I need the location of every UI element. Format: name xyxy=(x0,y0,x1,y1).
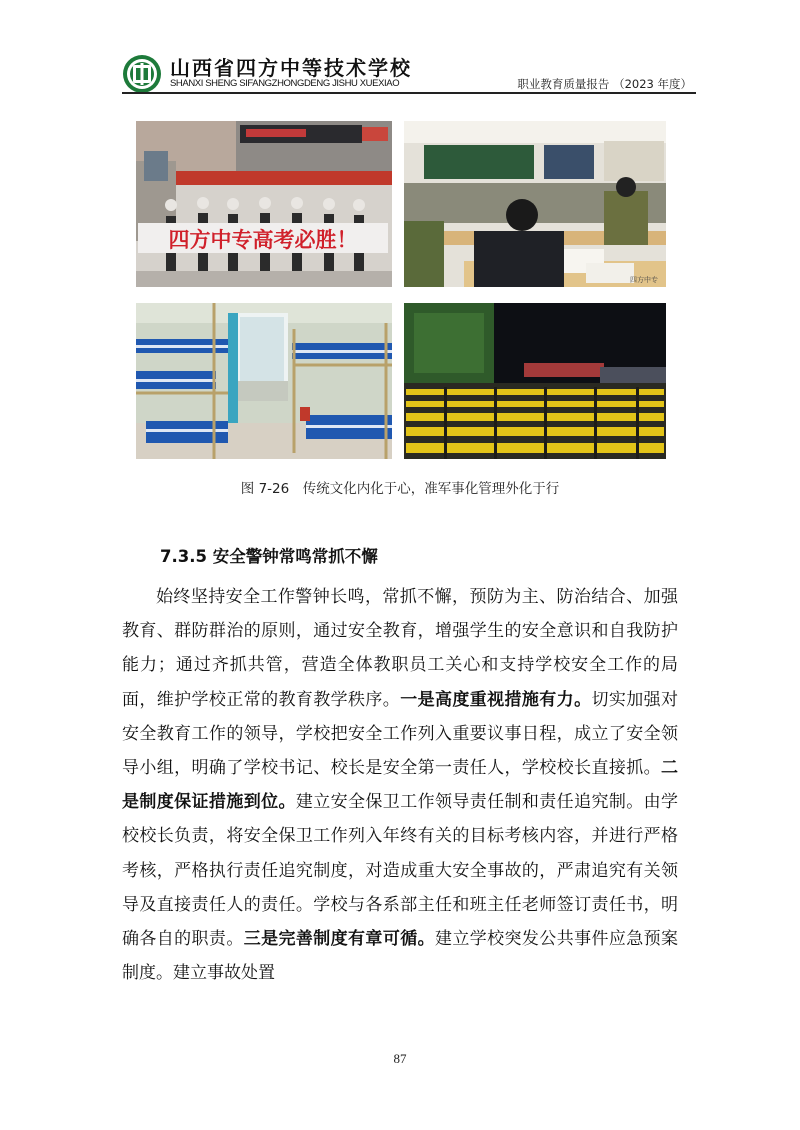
page-number: 87 xyxy=(393,1051,407,1066)
report-title: 职业教育质量报告 （2023 年度） xyxy=(517,77,692,91)
text-run: 建立学校突发公共事件应急预案制度。建立事故处置 xyxy=(122,929,679,984)
bold-point-3: 三是完善制度有章可循。 xyxy=(243,929,435,950)
text-run: 建立安全保卫工作领导责任制和责任追究制。由学校校长负责，将安全保卫工作列入年终有关的目标考核内容，并进行严格考核，严格执行责任追究制度，对造成重大安全事故的，严肃追究有关领导及直接责任人的责任。学校与各系部主任和班主任老师签订责任书，明确各自的职责。 xyxy=(122,792,679,950)
school-name-cn: 山西省四方中等技术学校 xyxy=(170,56,412,80)
bold-point-1: 一是高度重视措施有力。 xyxy=(400,689,592,710)
watermark-text: 四方中专 xyxy=(630,276,658,284)
photo-night-assembly xyxy=(404,303,666,459)
school-name-en: SHANXI SHENG SIFANGZHONGDENG JISHU XUEXIAO xyxy=(170,78,400,89)
text-run: 切实加强对安全教育工作的领导，学校把安全工作列入重要议事日程，成立了安全领导小组，明确了学校书记、校长是安全第一责任人，学校校长直接抓。 xyxy=(122,689,679,779)
banner-text: 四方中专高考必胜！ xyxy=(168,228,358,252)
photo-dormitory xyxy=(136,303,392,459)
photo-exam-banner xyxy=(136,121,392,287)
school-emblem-icon xyxy=(122,54,162,94)
body-paragraph xyxy=(122,580,678,990)
photo-classroom-writing xyxy=(404,121,666,287)
header-divider xyxy=(122,92,696,94)
text-run: 始终坚持安全工作警钟长鸣，常抓不懈，预防为主、防治结合、加强教育、群防群治的原则，通过安全教育，增强学生的安全意识和自我防护能力；通过齐抓共管，营造全体教职员工关心和支持学校安全工作的局面，维护学校正常的教育教学秩序。 xyxy=(122,587,678,710)
page-header xyxy=(122,48,696,94)
section-heading: 7.3.5 安全警钟常鸣常抓不懈 xyxy=(160,547,378,566)
bold-point-2: 二是制度保证措施到位。 xyxy=(122,758,678,813)
figure-caption: 图 7-26 传统文化内化于心，准军事化管理外化于行 xyxy=(240,481,560,497)
